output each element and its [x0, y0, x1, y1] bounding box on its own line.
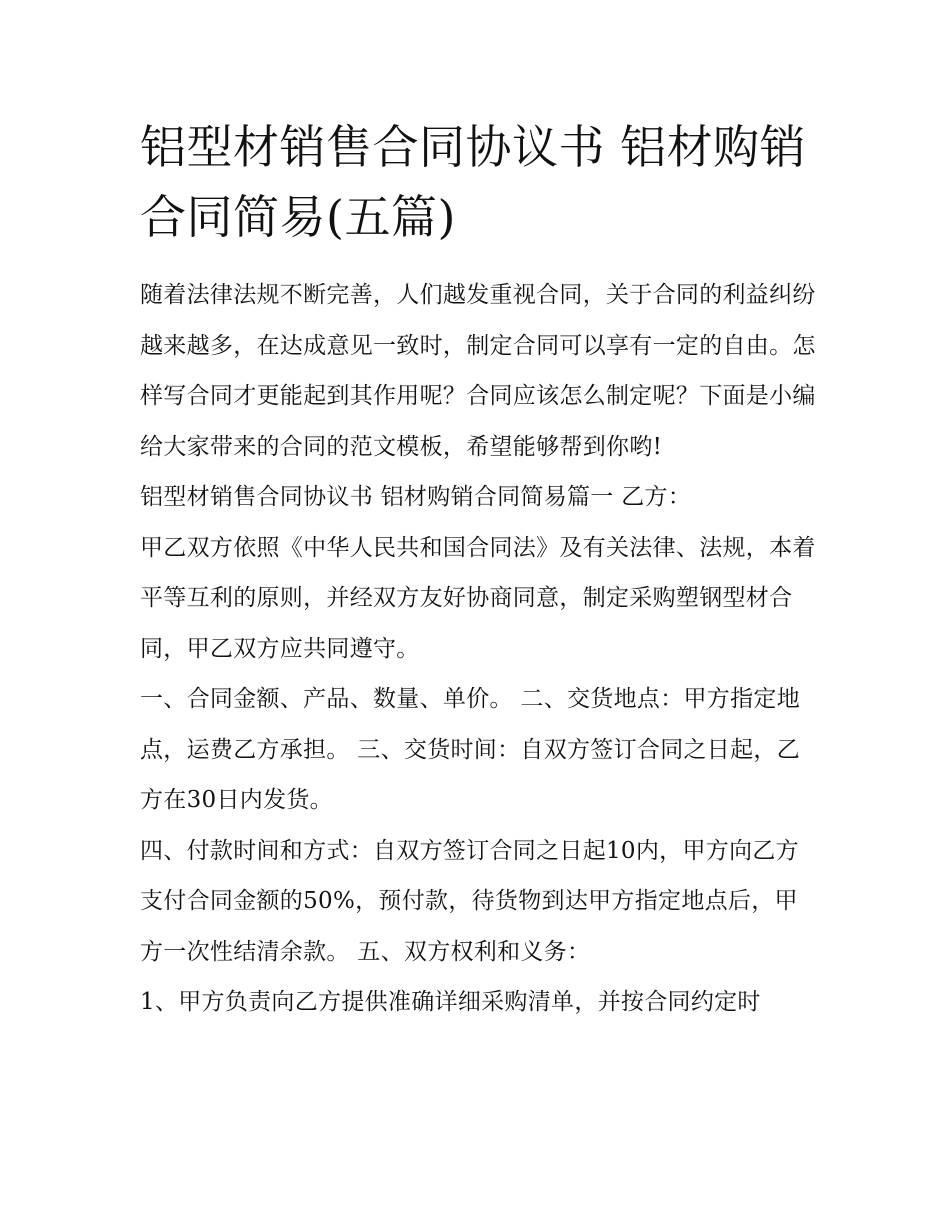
paragraph-clause-item-1: 1、甲方负责向乙方提供准确详细采购清单，并按合同约定时 — [140, 989, 761, 1015]
document-body — [140, 112, 820, 1028]
document-title: 铝型材销售合同协议书 铝材购销合同简易(五篇) — [140, 120, 807, 244]
paragraph-clauses-4-5: 四、付款时间和方式：自双方签订合同之日起10内，甲方向乙方支付合同金额的50%，预付款，待货物到达甲方指定地点后，甲方一次性结清余款。 五、双方权利和义务： — [140, 837, 799, 965]
paragraph-intro: 随着法律法规不断完善，人们越发重视合同，关于合同的利益纠纷越来越多，在达成意见一致时，制定合同可以享有一定的自由。怎样写合同才更能起到其作用呢？合同应该怎么制定呢？下面是小编给大家带来的合同的范文模板，希望能够帮到你哟! — [140, 282, 816, 460]
paragraph-preamble: 甲乙双方依照《中华人民共和国合同法》及有关法律、法规，本着平等互利的原则，并经双方友好协商同意，制定采购塑钢型材合同，甲乙双方应共同遵守。 — [140, 534, 816, 662]
paragraph-section-heading: 铝型材销售合同协议书 铝材购销合同简易篇一 乙方： — [140, 484, 692, 510]
paragraph-clauses-1-3: 一、合同金额、产品、数量、单价。 二、交货地点：甲方指定地点，运费乙方承担。 三、交货时间：自双方签订合同之日起，乙方在30日内发货。 — [140, 686, 801, 813]
